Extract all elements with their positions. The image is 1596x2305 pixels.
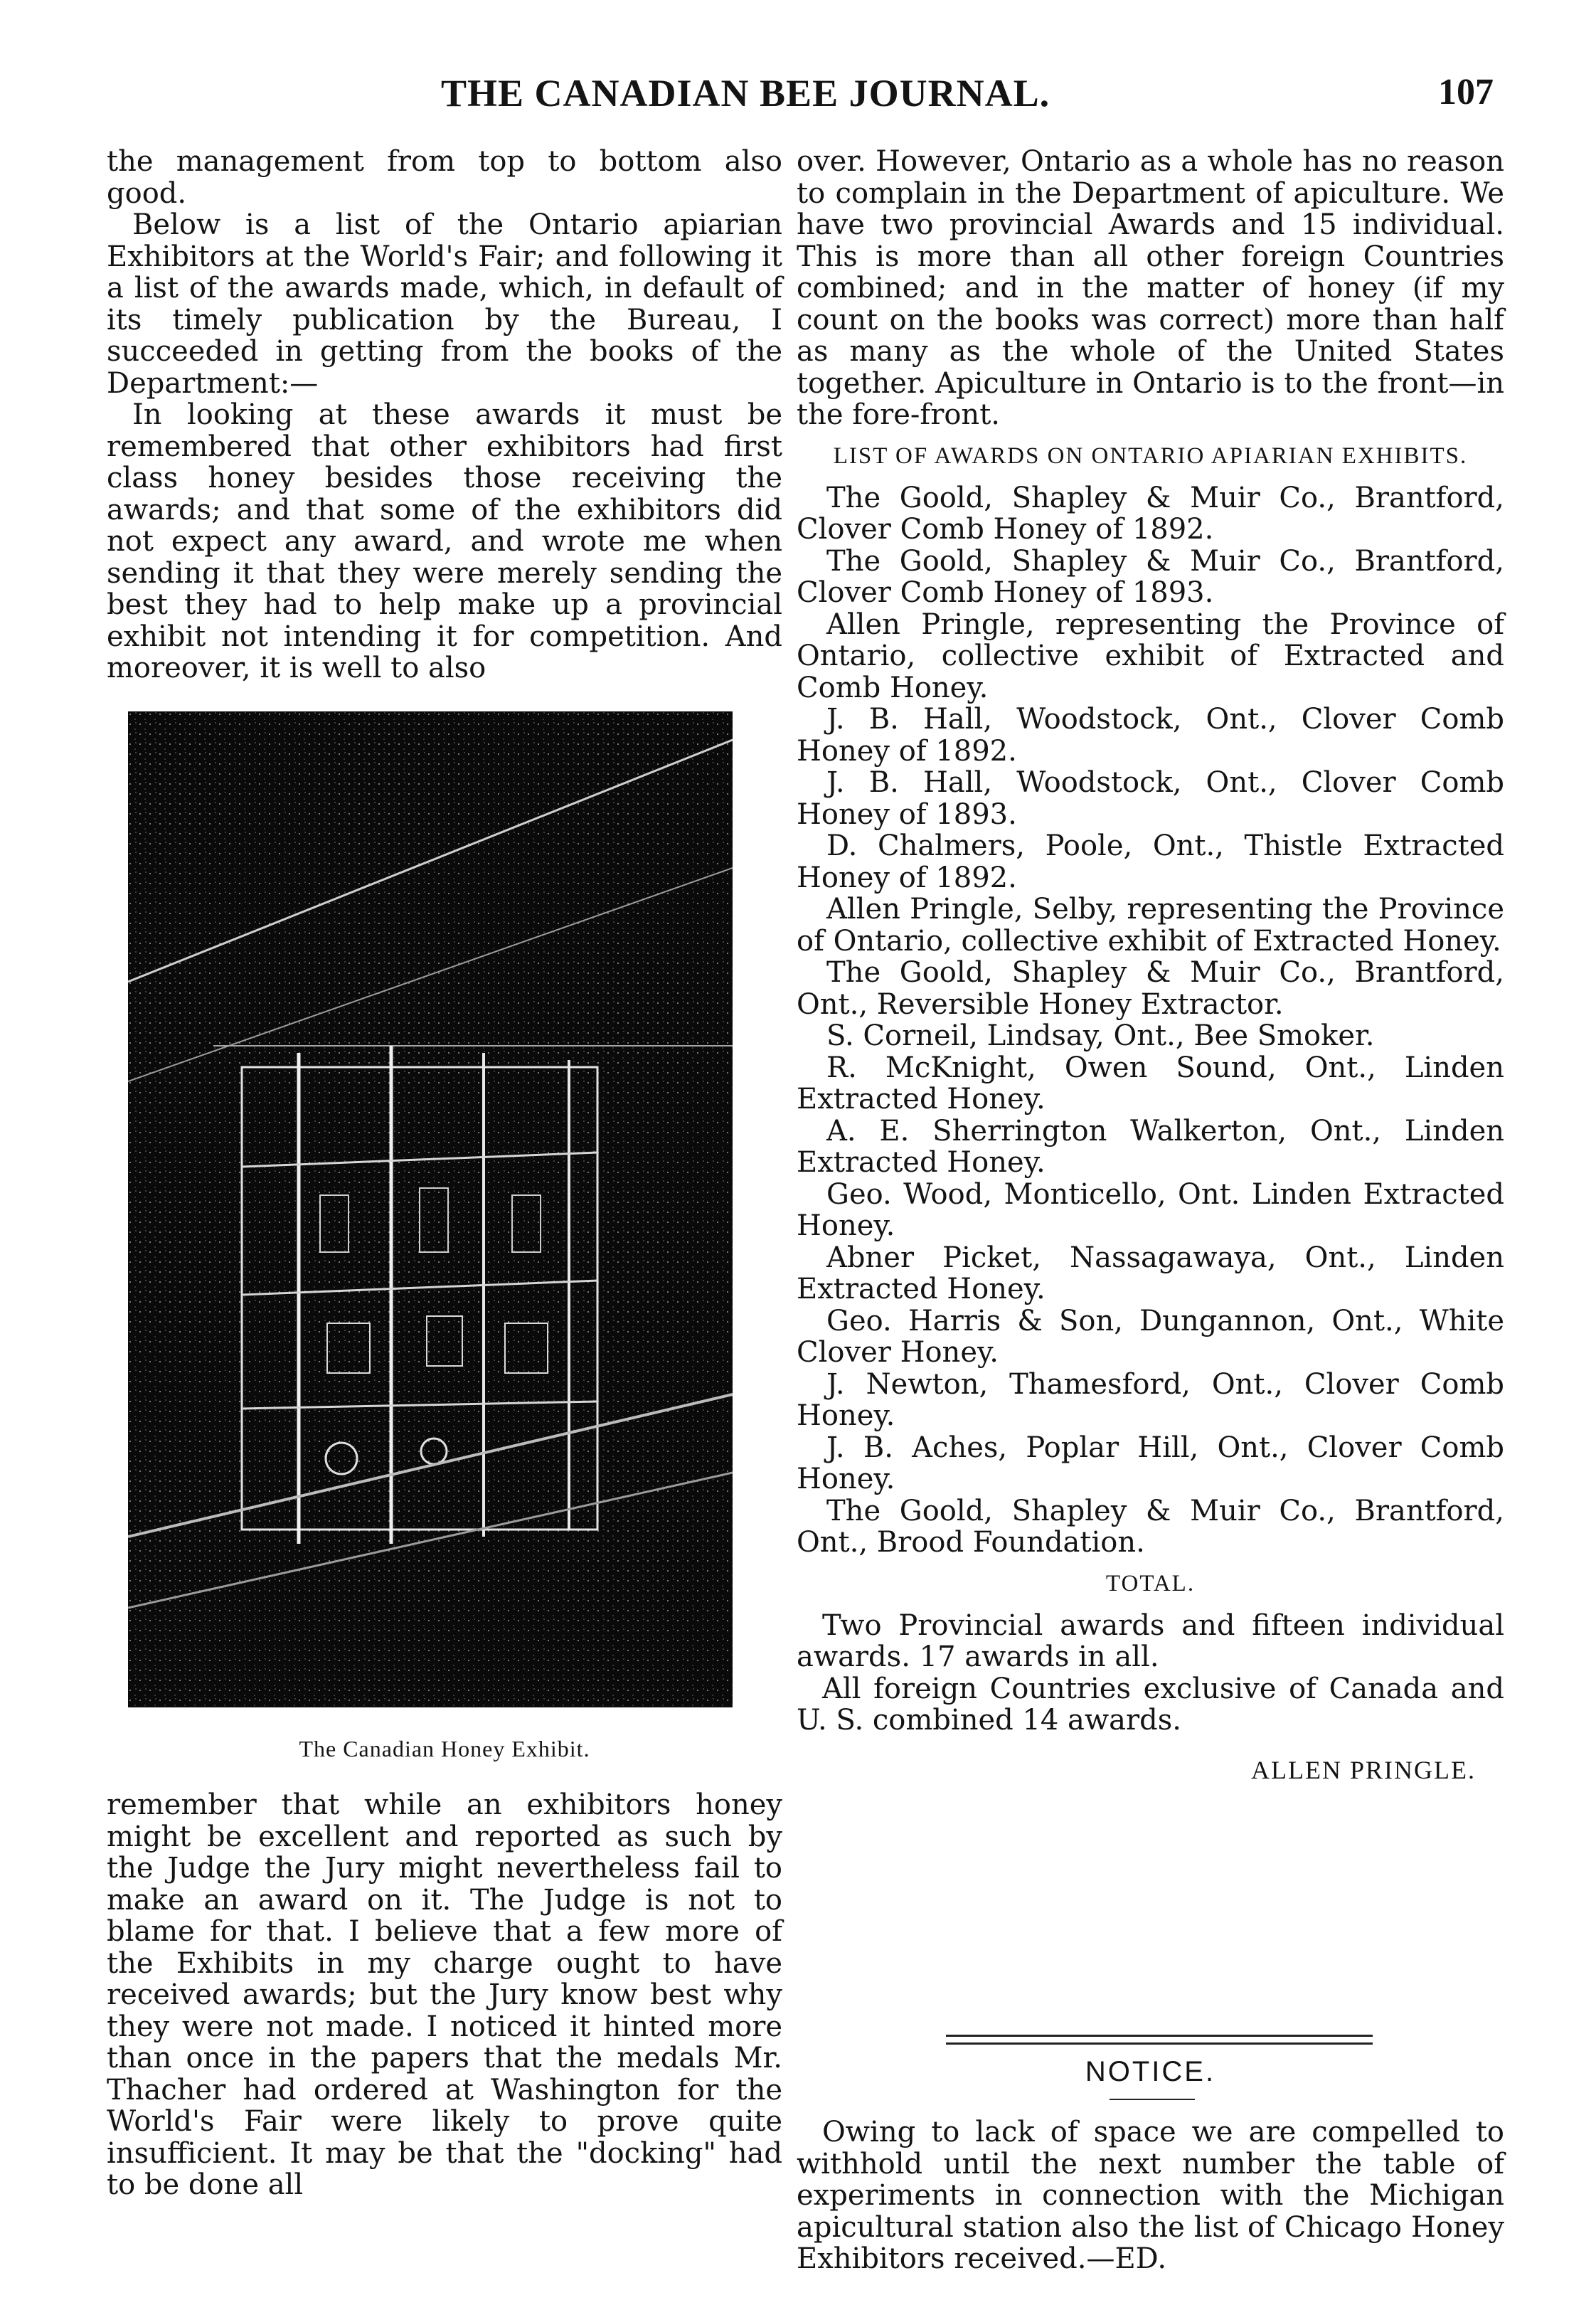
award-item: J. B. Hall, Woodstock, Ont., Clover Comb Honey of 1893. xyxy=(797,766,1504,831)
award-item: The Goold, Shapley & Muir Co., Brantford, Ont., Reversible Honey Extractor. xyxy=(797,956,1504,1021)
honey-exhibit-photo xyxy=(128,711,733,1707)
award-item: A. E. Sherrington Walkerton, Ont., Linden Extracted Honey. xyxy=(797,1114,1504,1179)
paragraph: All foreign Countries exclusive of Canada and U. S. combined 14 awards. xyxy=(797,1672,1504,1737)
award-item: R. McKnight, Owen Sound, Ont., Linden Extracted Honey. xyxy=(797,1051,1504,1116)
left-column-top xyxy=(107,146,782,684)
paragraph: Below is a list of the Ontario apiarian Exhibitors at the World's Fair; and following it a list of the awards made, which, in default of its timely publication by the Bureau, I succeeded in getting from the books of the Department:— xyxy=(107,208,782,400)
notice-text: Owing to lack of space we are compelled to withhold until the next number the table of experiments in connection with the Michigan apicultural station also the list of Chicago Honey Exhibitors received.—ED. xyxy=(797,2116,1504,2275)
total-heading: TOTAL. xyxy=(1105,1570,1196,1596)
award-item: Allen Pringle, Selby, representing the Province of Ontario, collective exhibit of Extracted Honey. xyxy=(797,893,1504,958)
paragraph: over. However, Ontario as a whole has no reason to complain in the Department of apiculture. We have two provincial Awards and 15 individual. This is more than all other foreign Countries combined; and in the matter of honey (if my count on the books was correct) more than half as many as the whole of the United States together. Apiculture in Ontario is to the front—in the fore-front. xyxy=(797,145,1504,431)
award-item: The Goold, Shapley & Muir Co., Brantford, Clover Comb Honey of 1893. xyxy=(797,544,1504,609)
notice-body xyxy=(797,2116,1504,2275)
award-item: J. B. Aches, Poplar Hill, Ont., Clover Comb Honey. xyxy=(797,1431,1504,1495)
paragraph: the management from top to bottom also good. xyxy=(107,145,782,210)
award-item: The Goold, Shapley & Muir Co., Brantford, Clover Comb Honey of 1892. xyxy=(797,481,1504,546)
honey-exhibit-image xyxy=(128,711,733,1707)
left-column-bottom xyxy=(107,1789,782,2201)
award-item: S. Corneil, Lindsay, Ont., Bee Smoker. xyxy=(826,1019,1375,1052)
awards-heading: LIST OF AWARDS ON ONTARIO APIARIAN EXHIBITS. xyxy=(833,443,1468,469)
award-item: J. B. Hall, Woodstock, Ont., Clover Comb Honey of 1892. xyxy=(797,703,1504,768)
journal-title: THE CANADIAN BEE JOURNAL. xyxy=(441,72,1050,115)
award-item: Allen Pringle, representing the Province of Ontario, collective exhibit of Extracted and Comb Honey. xyxy=(797,608,1504,704)
section-divider xyxy=(946,2035,1373,2045)
award-item: Geo. Wood, Monticello, Ont. Linden Extracted Honey. xyxy=(797,1177,1504,1242)
notice-title: NOTICE. xyxy=(1085,2056,1216,2087)
running-header xyxy=(441,71,1494,121)
awards-list xyxy=(797,482,1504,1559)
paragraph: Two Provincial awards and fifteen individual awards. 17 awards in all. xyxy=(797,1609,1504,1673)
award-item: The Goold, Shapley & Muir Co., Brantford, Ont., Brood Foundation. xyxy=(797,1494,1504,1559)
award-item: D. Chalmers, Poole, Ont., Thistle Extracted Honey of 1892. xyxy=(797,830,1504,894)
photo-caption: The Canadian Honey Exhibit. xyxy=(299,1736,590,1761)
award-item: J. Newton, Thamesford, Ont., Clover Comb Honey. xyxy=(797,1367,1504,1432)
paragraph: In looking at these awards it must be remembered that other exhibitors had first class honey besides those receiving the awards; and that some of the exhibitors did not expect any award, and wrote me when sending it that they were merely sending the best they had to help make up a provincial exhibit not intending it for competition. And moreover, it is well to also xyxy=(107,398,782,684)
right-column xyxy=(797,146,1504,1785)
award-item: Geo. Harris & Son, Dungannon, Ont., White Clover Honey. xyxy=(797,1304,1504,1369)
award-item: Abner Picket, Nassagawaya, Ont., Linden Extracted Honey. xyxy=(797,1241,1504,1305)
page-number: 107 xyxy=(1438,72,1494,112)
author-signature: ALLEN PRINGLE. xyxy=(1251,1755,1476,1784)
notice-underline xyxy=(1110,2099,1195,2100)
paragraph: remember that while an exhibitors honey might be excellent and reported as such by the Judge the Jury might nevertheless fail to make an award on it. The Judge is not to blame for that. I believe that a few more of the Exhibits in my charge ought to have received awards; but the Jury know best why they were not made. I noticed it hinted more than once in the papers that the medals Mr. Thacher had ordered at Washington for the World's Fair were likely to prove quite insufficient. It may be that the "docking" had to be done all xyxy=(107,1789,782,2201)
